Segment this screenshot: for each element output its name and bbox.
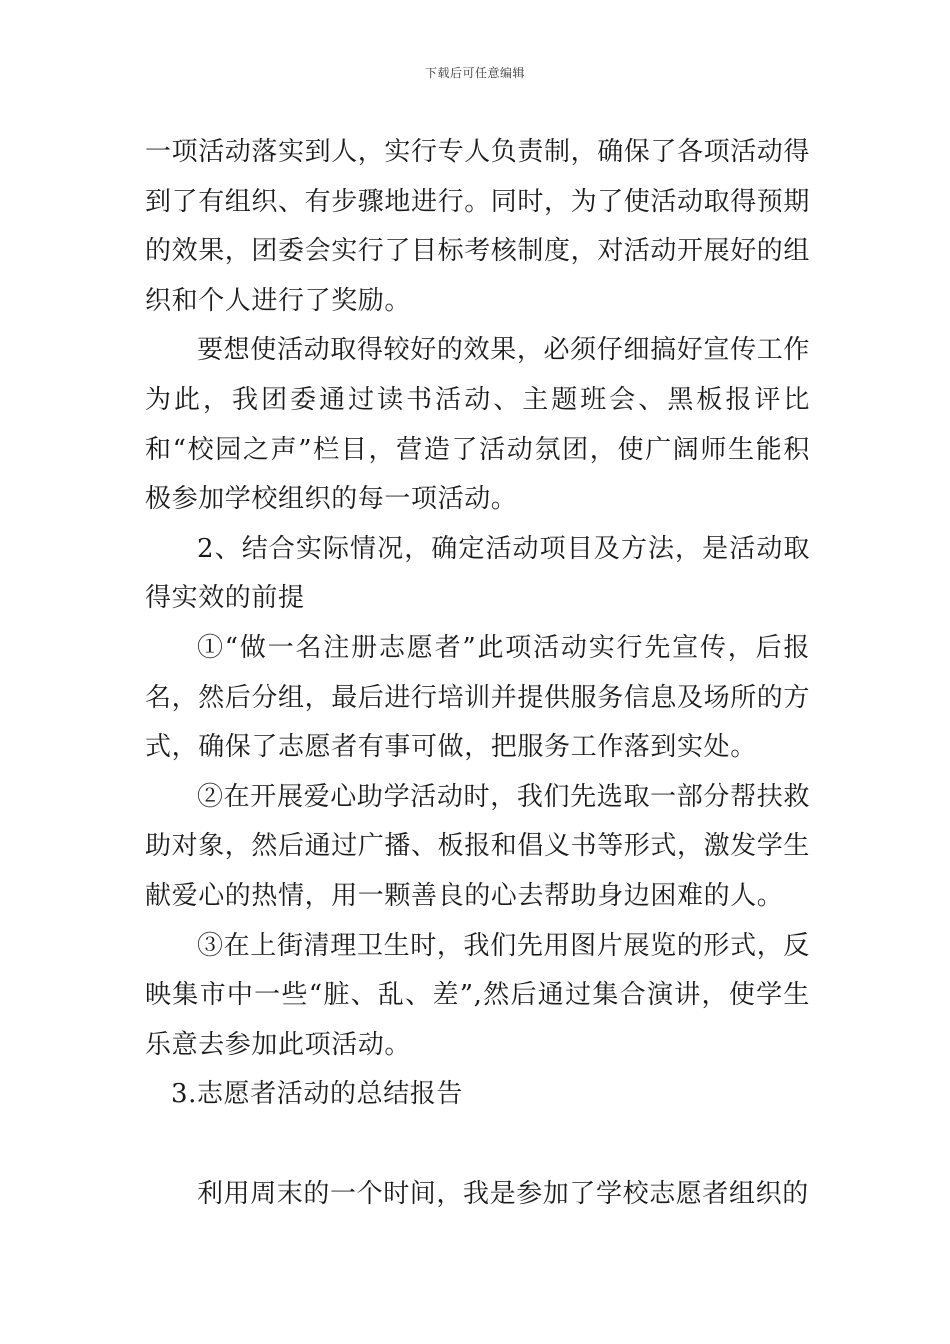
paragraph-4: ①“做一名注册志愿者”此项活动实行先宣传，后报名，然后分组，最后进行培训并提供服务信息及场所的方式，确保了志愿者有事可做，把服务工作落到实处。 [145,632,811,763]
section-heading: 3.志愿者活动的总结报告 [171,1079,464,1110]
paragraph-6: ③在上街清理卫生时，我们先用图片展览的形式，反映集市中一些“脏、乱、差”,然后通过集合演讲，使学生乐意去参加此项活动。 [145,930,810,1060]
page-header: 下载后可任意编辑 [424,66,525,80]
paragraph-1: 一项活动落实到人，实行专人负责制，确保了各项活动得到了有组织、有步骤地进行。同时，为了使活动取得预期的效果，团委会实行了目标考核制度，对活动开展好的组织和个人进行了奖励。 [145,137,811,316]
blank-line [145,1120,810,1170]
paragraph-5: ②在开展爱心助学活动时，我们先选取一部分帮扶救助对象，然后通过广播、板报和倡义书等形式，激发学生献爱心的热情，用一颗善良的心去帮助身边困难的人。 [145,781,811,911]
document-body [145,128,810,1219]
paragraph-2: 要想使活动取得较好的效果，必须仔细搞好宣传工作为此，我团委通过读书活动、主题班会、黑板报评比和“校园之声”栏目，营造了活动氛团，使广阔师生能积极参加学校组织的每一项活动。 [145,335,810,515]
paragraph-7: 利用周末的一个时间，我是参加了学校志愿者组织的 [197,1178,809,1209]
paragraph-3: 2、结合实际情况，确定活动项目及方法，是活动取得实效的前提 [145,533,810,614]
